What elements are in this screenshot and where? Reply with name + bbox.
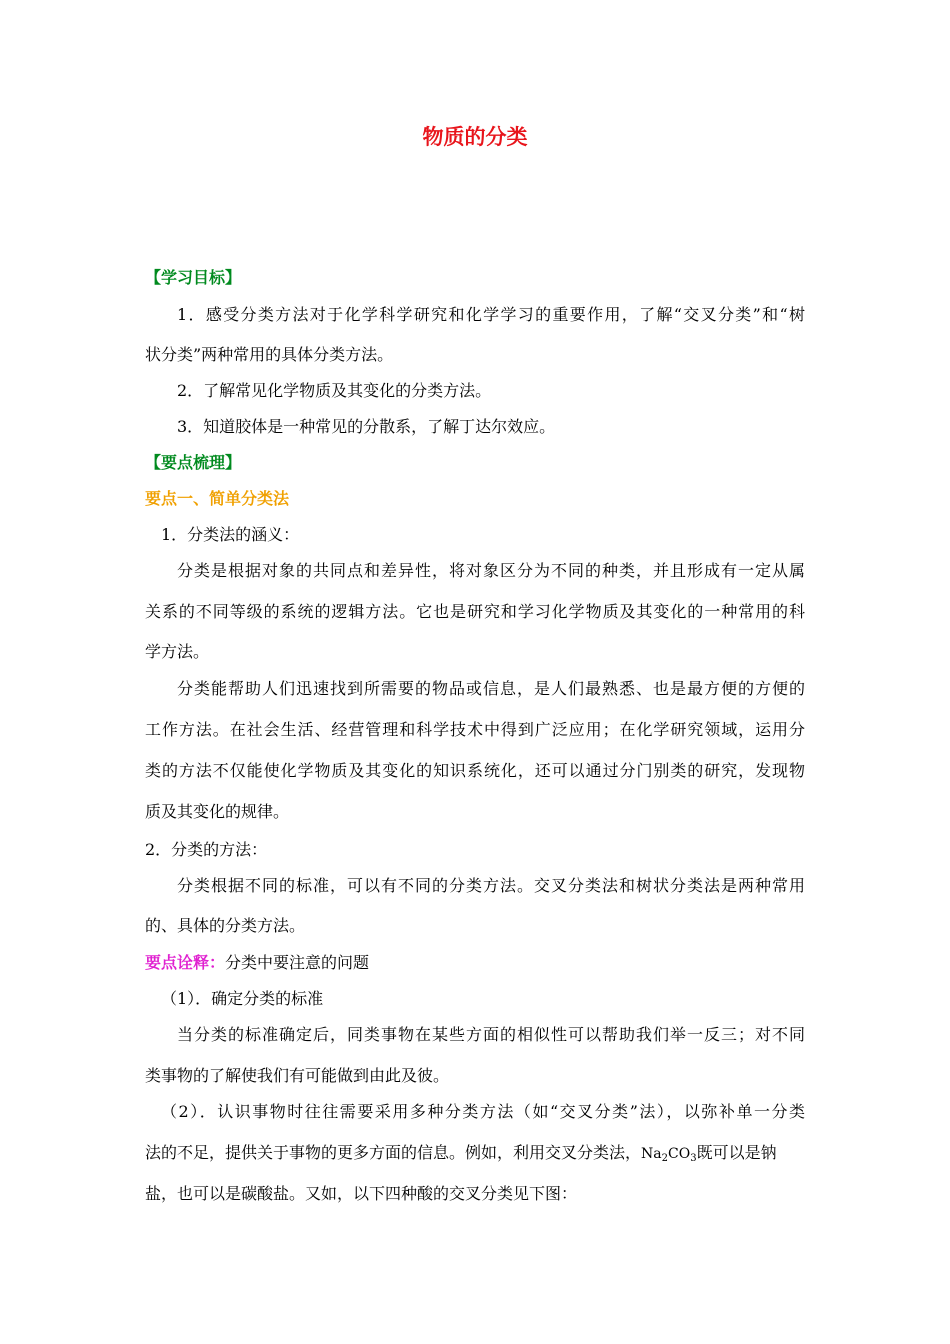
para-2-line-4: 质及其变化的规律。 — [145, 802, 290, 821]
page-title: 物质的分类 — [422, 125, 528, 149]
formula-na-subscript: 2 — [661, 1153, 668, 1164]
para-2-line-2: 工作方法。在社会生活、经营管理和科学技术中得到广泛应用；在化学研究领域，运用分 — [145, 720, 805, 739]
note-1-line-1: 当分类的标准确定后，同类事物在某些方面的相似性可以帮助我们举一反三；对不同 — [177, 1025, 805, 1044]
sub-1-heading: 1．分类法的涵义： — [161, 525, 300, 544]
note-1-line-2: 类事物的了解使我们有可能做到由此及彼。 — [145, 1066, 450, 1085]
goal-item-3: 3．知道胶体是一种常见的分散系，了解丁达尔效应。 — [177, 417, 556, 436]
goal-item-1-line-1: 1．感受分类方法对于化学科学研究和化学学习的重要作用，了解“交叉分类”和“树 — [177, 305, 805, 324]
formula-co-subscript: 3 — [690, 1153, 697, 1164]
goal-item-1-line-2: 状分类”两种常用的具体分类方法。 — [145, 345, 394, 364]
sub-2-heading: 2．分类的方法： — [145, 840, 268, 859]
para-2-line-1: 分类能帮助人们迅速找到所需要的物品或信息，是人们最熟悉、也是最方便的方便的 — [177, 679, 805, 698]
note-text: 分类中要注意的问题 — [225, 953, 370, 972]
note-2-line-1: （2）．认识事物时往往需要采用多种分类方法（如“交叉分类”法），以弥补单一分类 — [161, 1102, 805, 1121]
note-1-heading: （1）．确定分类的标准 — [161, 989, 324, 1008]
note-2-line-3: 盐，也可以是碳酸盐。又如，以下四种酸的交叉分类见下图： — [145, 1184, 578, 1203]
para-3-line-2: 的、具体的分类方法。 — [145, 916, 306, 935]
note-label: 要点诠释： — [145, 953, 226, 972]
key-points-heading: 【要点梳理】 — [145, 453, 242, 472]
para-1-line-2: 关系的不同等级的系统的逻辑方法。它也是研究和学习化学物质及其变化的一种常用的科 — [145, 602, 805, 621]
formula-na2co3 — [641, 1146, 697, 1162]
goal-item-2: 2．了解常见化学物质及其变化的分类方法。 — [177, 381, 492, 400]
note-2-line-2-text: 法的不足，提供关于事物的更多方面的信息。例如，利用交叉分类法， — [145, 1143, 642, 1162]
para-1-line-1: 分类是根据对象的共同点和差异性，将对象区分为不同的种类，并且形成有一定从属 — [177, 561, 805, 580]
formula-co: CO — [668, 1146, 691, 1162]
para-3-line-1: 分类根据不同的标准，可以有不同的分类方法。交叉分类法和树状分类法是两种常用 — [177, 876, 805, 895]
note-2-line-2-tail: 既可以是钠 — [696, 1143, 777, 1162]
para-1-line-3: 学方法。 — [145, 642, 210, 661]
point-1-heading: 要点一、简单分类法 — [145, 489, 290, 508]
note-line — [145, 951, 805, 975]
formula-na: Na — [641, 1146, 662, 1162]
para-2-line-3: 类的方法不仅能使化学物质及其变化的知识系统化，还可以通过分门别类的研究，发现物 — [145, 761, 805, 780]
note-2-line-2 — [145, 1141, 805, 1166]
learning-goals-heading: 【学习目标】 — [145, 268, 242, 287]
